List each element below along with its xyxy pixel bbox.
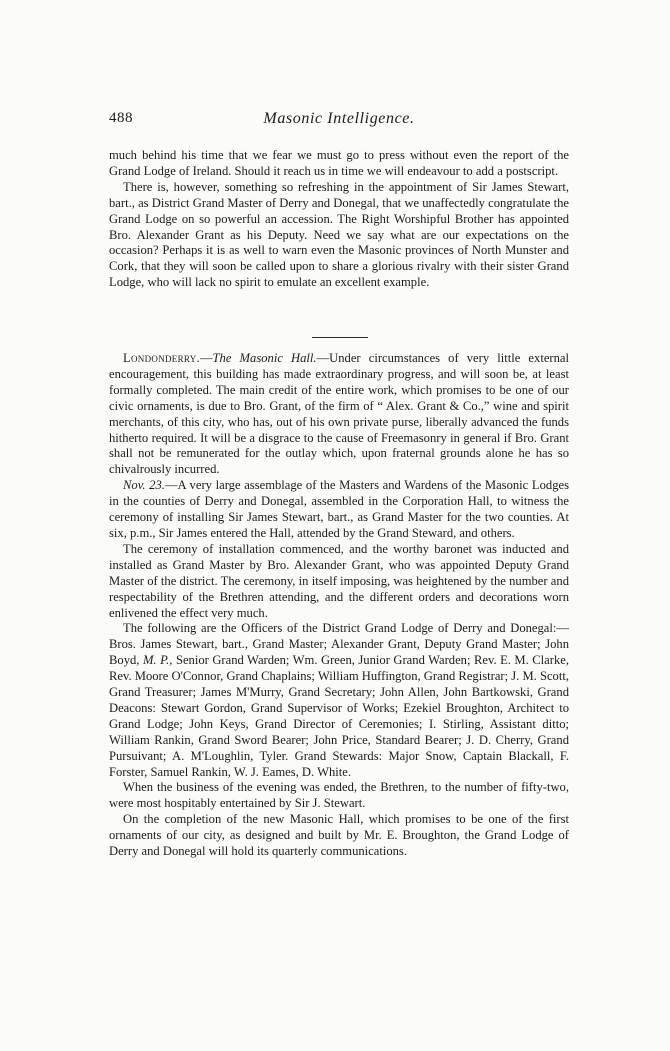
- paragraph-officers-text-a: The following are the Officers of the District Grand Lodge of Derry and Donegal:—Bros. James Stewart, bart., Grand Master; Alexander Grant, Deputy Grand Master; John Boyd,: [109, 621, 569, 668]
- paragraph-masonic-hall-text: —Under circumstances of very little external encouragement, this building has made extraordinary progress, and will soon be, at least formally completed. The main credit of the entire work, which promises to be one of our civic ornaments, is due to Bro. Grant, of the firm of “ Alex. Grant & Co.,” wine and spirit merchants, of this city, who has, out of his own private purse, liberally advanced the funds hitherto required. It will be a disgrace to the cause of Freemasonry in general if Bro. Grant shall not be remunerated for the outlay which, upon fraternal grounds alone he has so chivalrously incurred.: [109, 351, 569, 477]
- paragraph-officers: [109, 621, 569, 780]
- paragraph-continuation: much behind his time that we fear we must go to press without even the report of the Grand Lodge of Ireland. Should it reach us in time we will endeavour to add a postscript.: [109, 148, 569, 178]
- article-grand-lodge-ireland: [109, 148, 569, 291]
- section-divider: [312, 337, 368, 338]
- date-heading: Nov. 23.: [123, 478, 165, 493]
- page-header: [109, 110, 569, 132]
- paragraph-masonic-hall: [109, 351, 569, 478]
- paragraph-installation-meeting-text: —A very large assemblage of the Masters and Wardens of the Masonic Lodges in the counties of Derry and Donegal, assembled in the Corporation Hall, to witness the ceremony of installing Sir James Stewart, bart., as Grand Master for the two counties. At six, p.m., Sir James entered the Hall, attended by the Grand Steward, and others.: [109, 478, 569, 540]
- article-title: The Masonic Hall.: [212, 351, 317, 365]
- paragraph-hall-completion: On the completion of the new Masonic Hall, which promises to be one of the first ornaments of our city, as designed and built by Mr. E. Broughton, the Grand Lodge of Derry and Donegal will hold its quarterly communications.: [109, 812, 569, 859]
- paragraph-appointment: There is, however, something so refreshing in the appointment of Sir James Stewart, bart., as District Grand Master of Derry and Donegal, that we unaffectedly congratulate the Grand Lodge on so powerful an accession. The Right Worshipful Brother has appointed Bro. Alexander Grant as his Deputy. Need we say what are our expectations on the occasion? Perhaps it is as well to warn even the Masonic provinces of North Munster and Cork, that they will soon be called upon to share a glorious rivalry with their sister Grand Lodge, who will lack no spirit to emulate an excellent example.: [109, 179, 569, 290]
- page-number: 488: [109, 110, 133, 126]
- article-londonderry: [109, 351, 569, 860]
- paragraph-banquet: When the business of the evening was ended, the Brethren, to the number of fifty-two, were most hospitably entertained by Sir J. Stewart.: [109, 780, 569, 811]
- mp-abbreviation: M. P.: [142, 653, 170, 668]
- place-heading: Londonderry.: [123, 351, 200, 365]
- paragraph-ceremony: The ceremony of installation commenced, and the worthy baronet was inducted and installed as Grand Master by Bro. Alexander Grant, who was appointed Deputy Grand Master of the district. The ceremony, in itself imposing, was heightened by the number and respectability of the Brethren attending, and the different orders and decorations worn enlivened the effect very much.: [109, 541, 569, 620]
- paragraph-officers-text-b: , Senior Grand Warden; Wm. Green, Junior Grand Warden; Rev. E. M. Clarke, Rev. Moore O'Connor, Grand Chaplains; William Huffington, Grand Registrar; J. M. Scott, Grand Treasurer; James M'Murry, Grand Secretary; John Allen, John Bartkowski, Grand Deacons: Stewart Gordon, Grand Supervisor of Works; Ezekiel Broughton, Architect to Grand Lodge; John Keys, Grand Director of Ceremonies; I. Stirling, Assistant ditto; William Rankin, Grand Sword Bearer; John Price, Standard Bearer; J. D. Cherry, Grand Pursuivant; A. M'Loughlin, Tyler. Grand Stewards: Major Snow, Captain Blackall, F. Forster, Samuel Rankin, W. J. Eames, D. White.: [109, 653, 569, 779]
- paragraph-installation-meeting: [109, 478, 569, 542]
- heading-dash: —: [199, 351, 213, 365]
- running-title: Masonic Intelligence.: [263, 110, 415, 127]
